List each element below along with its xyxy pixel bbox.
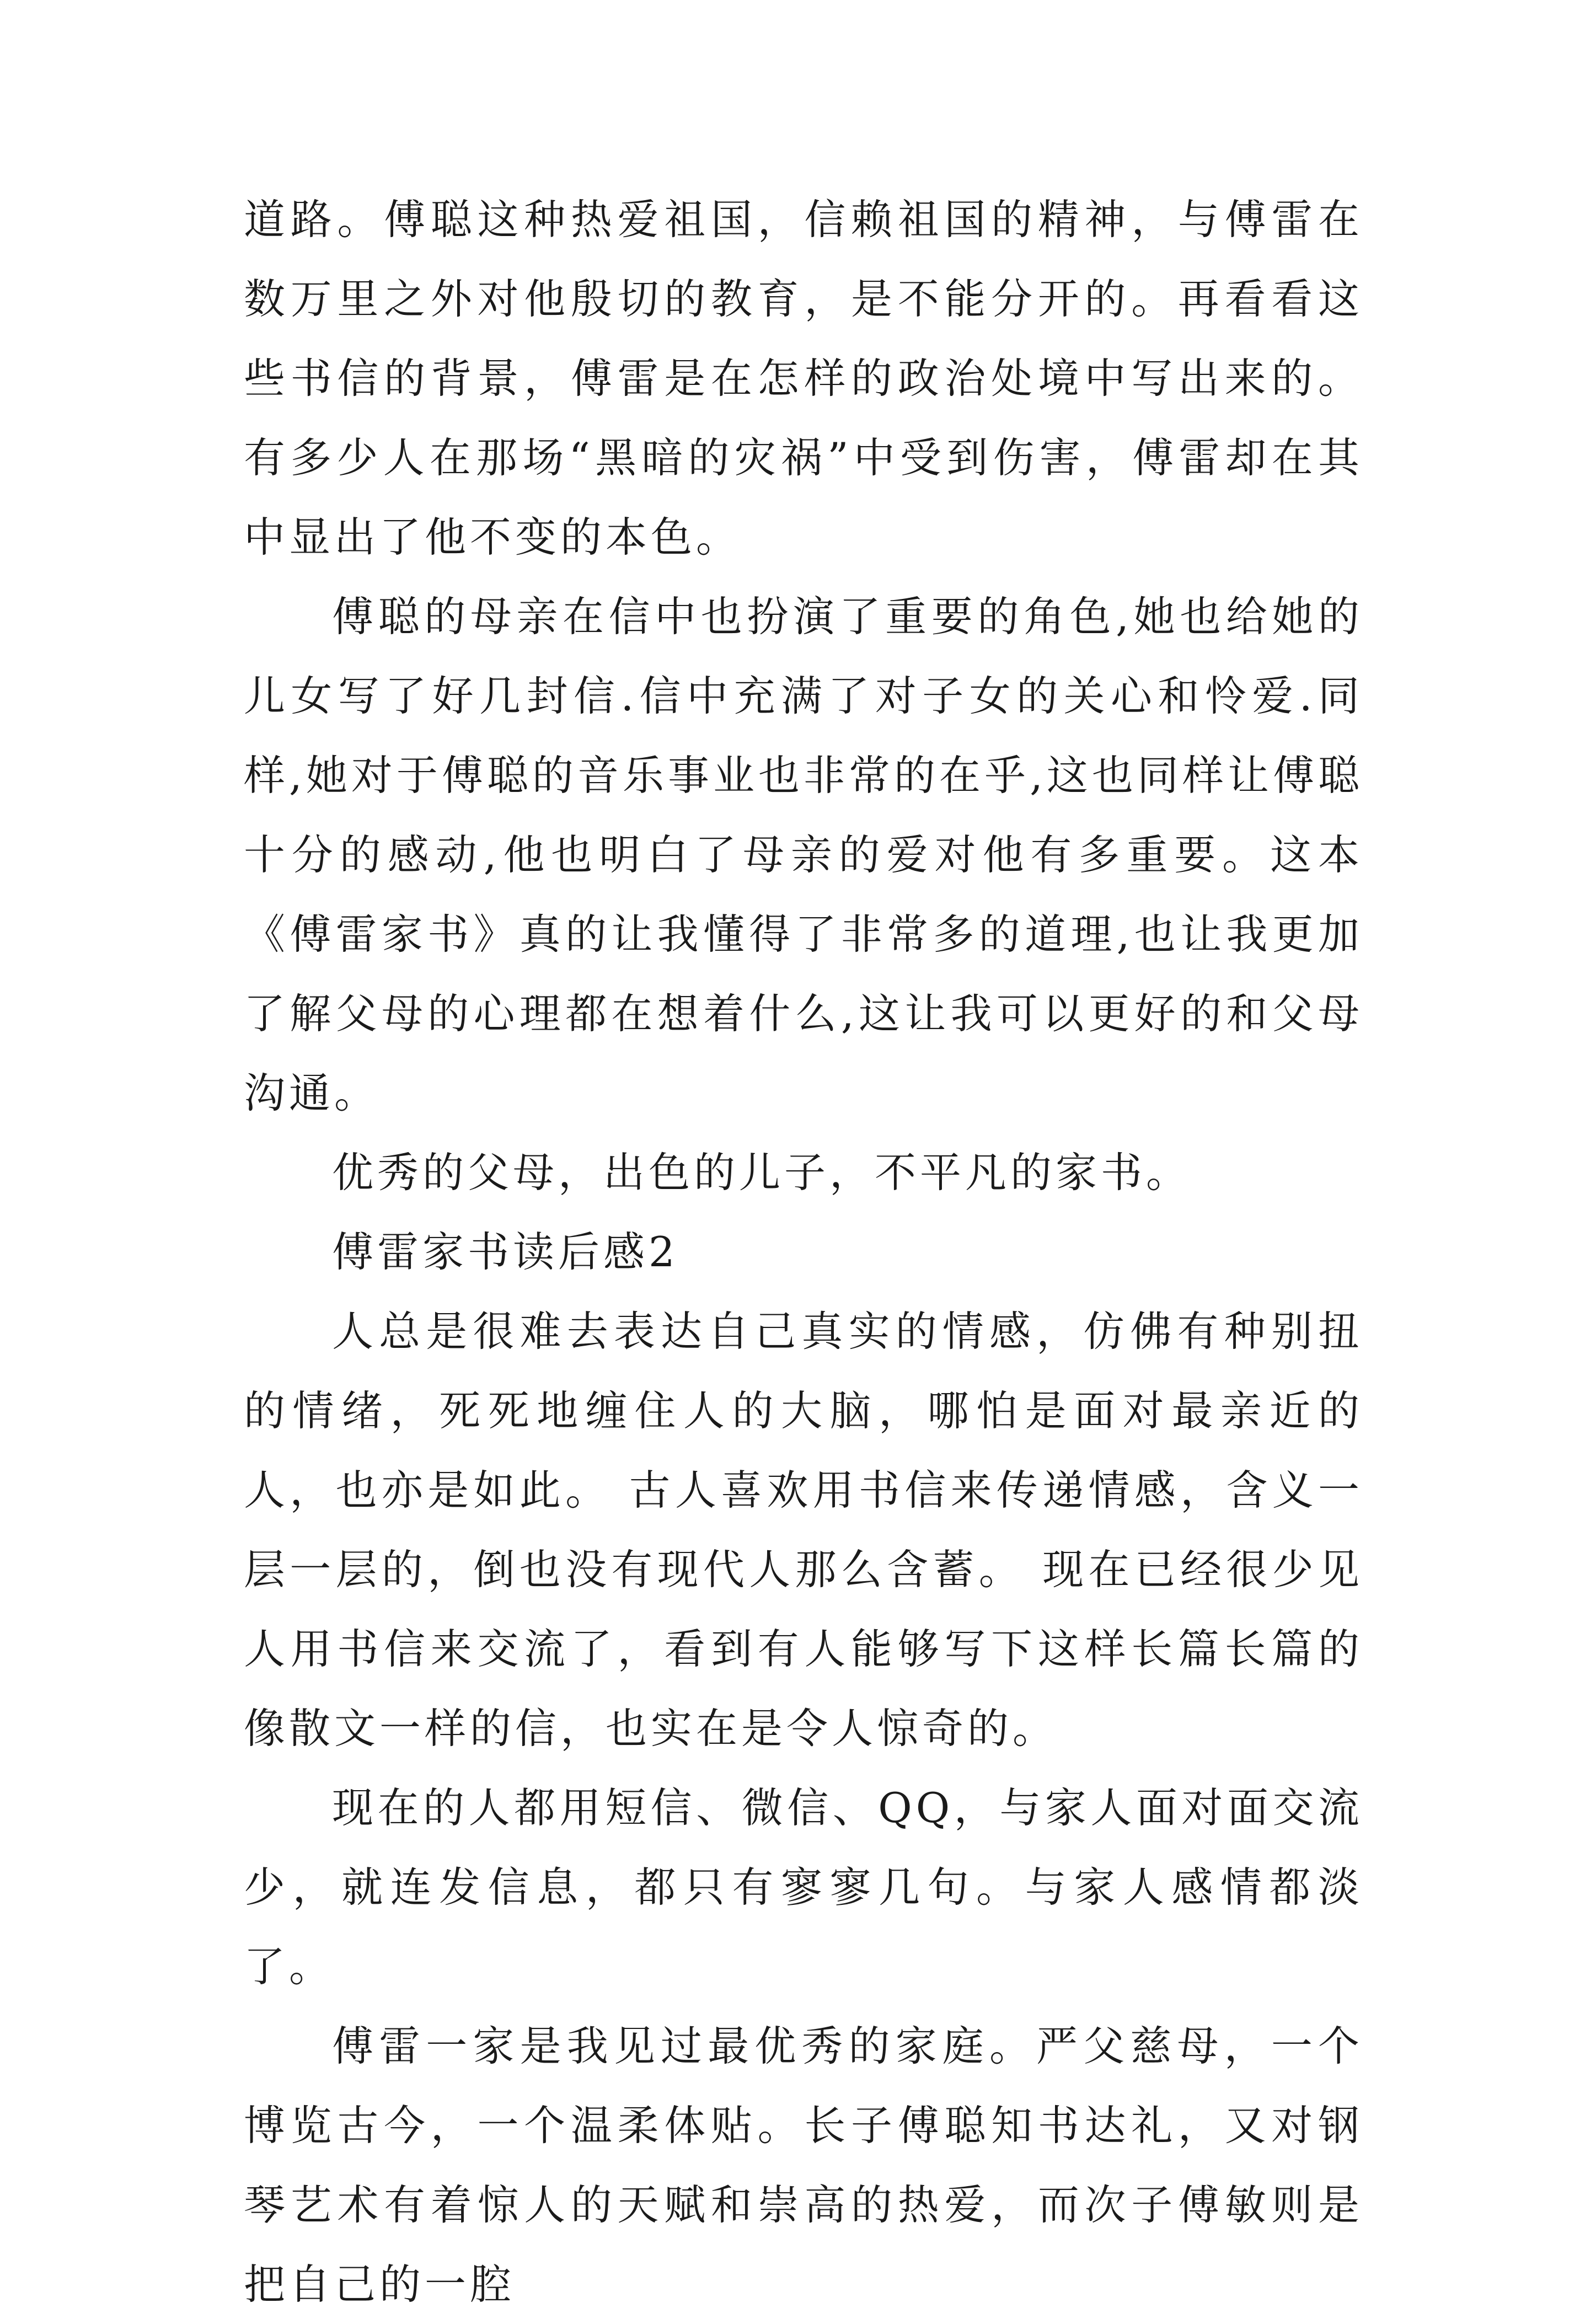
paragraph-summary-line: 优秀的父母，出色的儿子，不平凡的家书。 xyxy=(332,1148,1192,1197)
paragraph-modern-communication: 现在的人都用短信、微信、QQ，与家人面对面交流少，就连发信息，都只有寥寥几句。与家人感情都淡了。 xyxy=(244,1784,1363,1991)
paragraph-continuation: 道路。傅聪这种热爱祖国，信赖祖国的精神，与傅雷在数万里之外对他殷切的教育，是不能分开的。再看看这些书信的背景，傅雷是在怎样的政治处境中写出来的。有多少人在那场“黑暗的灾祸”中受到伤害，傅雷却在其中显出了他不变的本色。 xyxy=(244,195,1363,561)
section-heading: 傅雷家书读后感2 xyxy=(332,1228,679,1276)
paragraph-fu-family: 傅雷一家是我见过最优秀的家庭。严父慈母，一个博览古今，一个温柔体贴。长子傅聪知书达礼，又对钢琴艺术有着惊人的天赋和崇高的热爱，而次子傅敏则是把自己的一腔 xyxy=(244,2022,1363,2309)
paragraph-mother-letters: 傅聪的母亲在信中也扮演了重要的角色,她也给她的儿女写了好几封信.信中充满了对子女的关心和怜爱.同样,她对于傅聪的音乐事业也非常的在乎,这也同样让傅聪十分的感动,他也明白了母亲的爱对他有多重要。这本《傅雷家书》真的让我懂得了非常多的道理,也让我更加了解父母的心理都在想着什么,这让我可以更好的和父母沟通。 xyxy=(244,592,1363,1117)
paragraph-expressing-emotions: 人总是很难去表达自己真实的情感，仿佛有种别扭的情绪，死死地缠住人的大脑，哪怕是面对最亲近的人，也亦是如此。 古人喜欢用书信来传递情感，含义一层一层的，倒也没有现代人那么含蓄。 现在已经很少见人用书信来交流了，看到有人能够写下这样长篇长篇的像散文一样的信，也实在是令人惊奇的。 xyxy=(244,1307,1363,1753)
body-text xyxy=(244,180,1363,2324)
